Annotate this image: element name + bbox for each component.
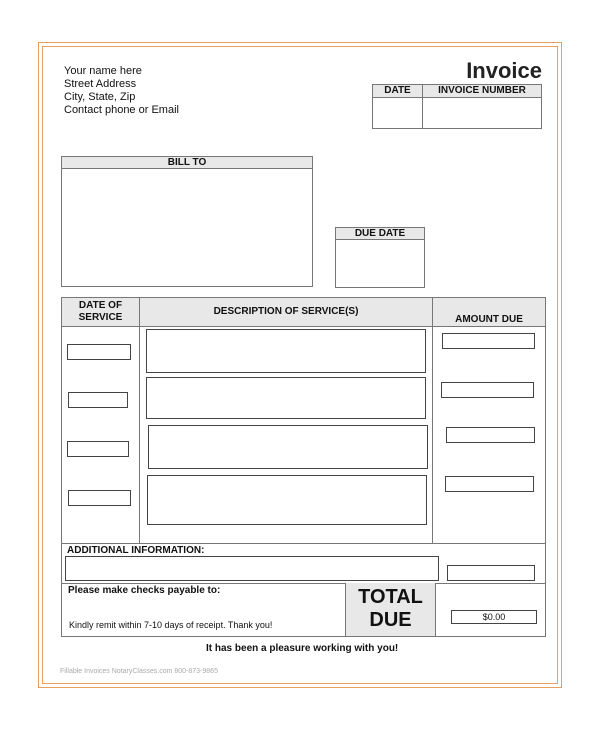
payable-row-divider bbox=[61, 583, 546, 584]
service-date-input-1[interactable] bbox=[67, 344, 131, 360]
services-divider-1 bbox=[139, 297, 140, 543]
additional-info-label: ADDITIONAL INFORMATION: bbox=[67, 545, 205, 556]
service-description-input-3[interactable] bbox=[148, 425, 428, 469]
service-date-input-4[interactable] bbox=[68, 490, 131, 506]
invoice-number-header: INVOICE NUMBER bbox=[422, 84, 542, 98]
services-divider-2 bbox=[432, 297, 433, 543]
service-date-input-3[interactable] bbox=[67, 441, 129, 457]
amount-input-4[interactable] bbox=[445, 476, 534, 492]
additional-info-row bbox=[61, 543, 546, 544]
amount-input-1[interactable] bbox=[442, 333, 535, 349]
additional-info-input[interactable] bbox=[65, 556, 439, 581]
sender-city[interactable]: City, State, Zip bbox=[64, 91, 136, 103]
sender-street[interactable]: Street Address bbox=[64, 78, 137, 90]
total-due-label-line2: DUE bbox=[369, 609, 412, 631]
footer-credit: Fillable Invoices NotaryClasses.com 800-873-9865 bbox=[60, 668, 218, 675]
service-description-input-4[interactable] bbox=[147, 475, 427, 525]
service-description-input-2[interactable] bbox=[146, 377, 426, 419]
description-label: DESCRIPTION OF SERVICE(S) bbox=[213, 306, 359, 317]
payable-to-label: Please make checks payable to: bbox=[68, 585, 221, 596]
remit-note: Kindly remit within 7-10 days of receipt. Thank you! bbox=[69, 620, 273, 630]
subtotal-input[interactable] bbox=[447, 565, 535, 581]
due-date-input[interactable] bbox=[335, 239, 425, 288]
date-of-service-label: DATE OF SERVICE bbox=[78, 300, 123, 323]
due-date-header: DUE DATE bbox=[335, 227, 425, 240]
date-of-service-header bbox=[61, 297, 140, 327]
description-header bbox=[139, 297, 433, 327]
amount-input-2[interactable] bbox=[441, 382, 534, 398]
bill-to-input[interactable] bbox=[61, 168, 313, 287]
sender-contact[interactable]: Contact phone or Email bbox=[64, 104, 179, 116]
service-description-input-1[interactable] bbox=[146, 329, 426, 373]
bill-to-header: BILL TO bbox=[61, 156, 313, 169]
sender-block bbox=[64, 65, 179, 117]
total-due-box bbox=[345, 583, 436, 636]
date-input[interactable] bbox=[373, 98, 422, 128]
invoice-title: Invoice bbox=[466, 58, 542, 83]
total-due-label-line1: TOTAL bbox=[358, 586, 423, 608]
amount-due-header bbox=[432, 297, 546, 327]
closing-note: It has been a pleasure working with you! bbox=[206, 643, 399, 654]
amount-input-3[interactable] bbox=[446, 427, 535, 443]
invoice-number-input[interactable] bbox=[423, 98, 541, 128]
date-header: DATE bbox=[372, 84, 423, 98]
sender-name[interactable]: Your name here bbox=[64, 65, 142, 77]
service-date-input-2[interactable] bbox=[68, 392, 128, 408]
total-due-value[interactable]: $0.00 bbox=[451, 610, 537, 624]
amount-due-label: AMOUNT DUE bbox=[455, 314, 523, 325]
